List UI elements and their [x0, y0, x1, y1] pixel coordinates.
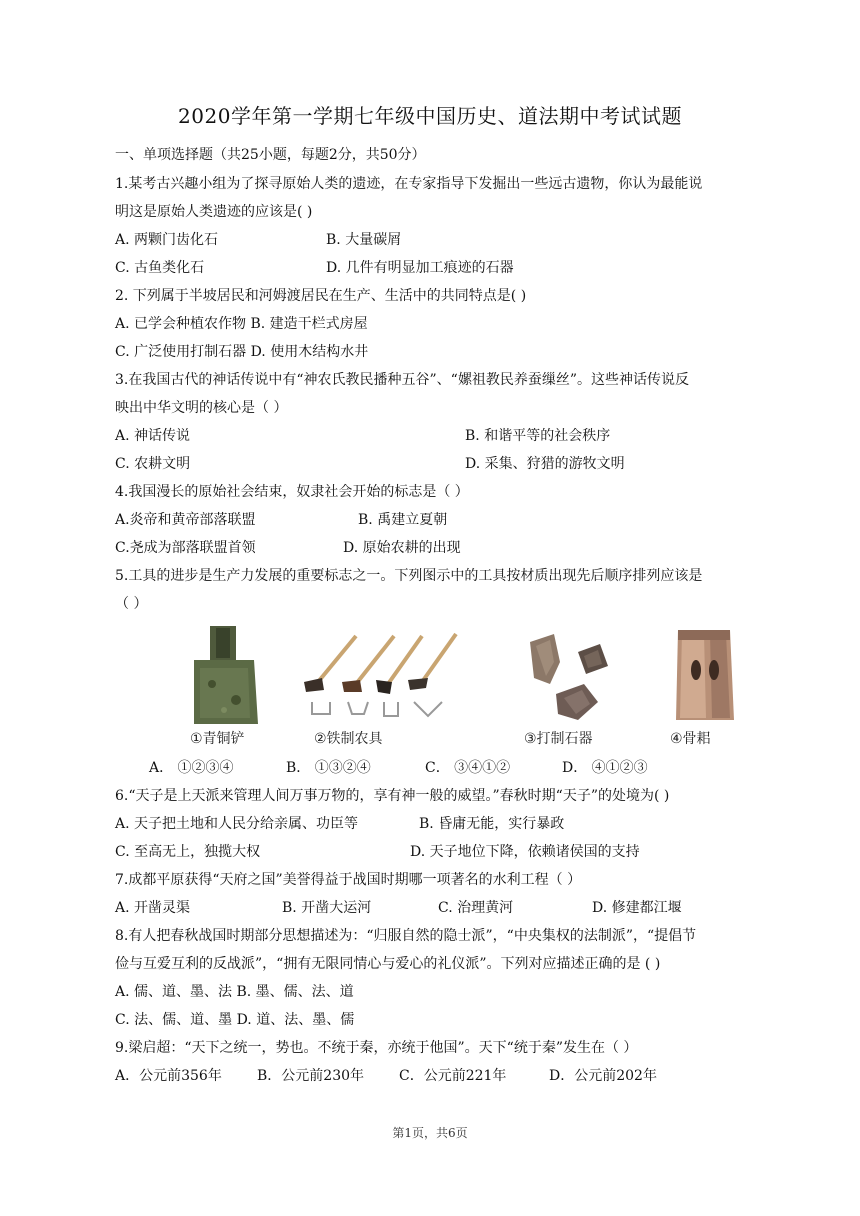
section-heading: 一、单项选择题（共25小题，每题2分，共50分）	[115, 147, 426, 163]
q9-option-b: B．公元前230年	[257, 1068, 365, 1084]
q9-option-c: C．公元前221年	[399, 1068, 507, 1084]
q7-option-b: B. 开凿大运河	[282, 900, 372, 916]
q2-options-ab: A. 已学会种植农作物 B. 建造干栏式房屋	[115, 316, 368, 332]
q4-option-b: B. 禹建立夏朝	[358, 512, 448, 528]
q8-stem-line2: 俭与互爱互利的反战派”，“拥有无限同情心与爱心的礼仪派”。下列对应描述正确的是 ( )	[115, 956, 661, 972]
q7-stem: 7.成都平原获得“天府之国”美誉得益于战国时期哪一项著名的水利工程（ ）	[115, 872, 582, 888]
q7-option-c: C. 治理黄河	[438, 900, 514, 916]
q8-options-ab: A. 儒、道、墨、法 B. 墨、儒、法、道	[115, 984, 354, 1000]
q5-stem-line2: （ ）	[115, 596, 148, 612]
q1-stem-line2: 明这是原始人类遗迹的应该是( )	[115, 204, 313, 220]
iron-tools-figure	[296, 622, 466, 726]
q7-option-d: D. 修建都江堰	[592, 900, 682, 916]
q6-stem: 6.“天子是上天派来管理人间万事万物的，享有神一般的威望。”春秋时期“天子”的处境为( )	[115, 788, 670, 804]
page-title: 2020学年第一学期七年级中国历史、道法期中考试试题	[178, 104, 682, 128]
q6-option-a: A. 天子把土地和人民分给亲属、功臣等	[115, 816, 359, 832]
q5-option-c: C． ③④①②	[425, 760, 511, 776]
q4-option-a: A.炎帝和黄帝部落联盟	[115, 512, 256, 528]
q1-option-a: A. 两颗门齿化石	[115, 232, 219, 248]
bronze-shovel-icon	[188, 622, 278, 726]
q3-option-b: B. 和谐平等的社会秩序	[465, 428, 611, 444]
tool-figures	[180, 622, 750, 750]
q6-option-c: C. 至高无上，独揽大权	[115, 844, 261, 860]
caption-bronze-shovel: ①青铜铲	[190, 731, 245, 747]
q8-options-cd: C. 法、儒、道、墨 D. 道、法、墨、儒	[115, 1012, 355, 1028]
q6-option-b: B. 昏庸无能，实行暴政	[419, 816, 565, 832]
bronze-shovel-figure	[188, 622, 278, 726]
q6-option-d: D. 天子地位下降，依赖诸侯国的支持	[410, 844, 640, 860]
caption-iron-tools: ②铁制农具	[314, 731, 383, 747]
q9-stem: 9.梁启超：“天下之统一，势也。不统于秦，亦统于他国”。天下“统于秦”发生在（ ）	[115, 1040, 638, 1056]
q1-option-d: D. 几件有明显加工痕迹的石器	[326, 260, 514, 276]
stone-tools-figure	[520, 622, 620, 726]
q1-option-b: B. 大量碳屑	[326, 232, 402, 248]
q7-option-a: A. 开凿灵渠	[115, 900, 191, 916]
q8-stem-line1: 8.有人把春秋战国时期部分思想描述为：“归服自然的隐士派”，“中央集权的法制派”，“提倡节	[115, 928, 697, 944]
q2-options-cd: C. 广泛使用打制石器 D. 使用木结构水井	[115, 344, 369, 360]
iron-tools-icon	[296, 622, 466, 726]
q4-option-d: D. 原始农耕的出现	[343, 540, 461, 556]
q3-stem-line2: 映出中华文明的核心是（ ）	[115, 400, 288, 416]
q4-stem: 4.我国漫长的原始社会结束，奴隶社会开始的标志是（ ）	[115, 484, 469, 500]
caption-bone-spade: ④骨耜	[670, 731, 711, 747]
q9-option-a: A．公元前356年	[115, 1068, 222, 1084]
q5-option-d: D． ④①②③	[562, 760, 648, 776]
stone-tools-icon	[520, 622, 620, 726]
page-footer: 第1页，共6页	[392, 1126, 468, 1140]
q3-stem-line1: 3.在我国古代的神话传说中有“神农氏教民播种五谷”、“嫘祖教民养蚕缫丝”。这些神话传说反	[115, 372, 689, 388]
q3-option-c: C. 农耕文明	[115, 456, 191, 472]
q1-option-c: C. 古鱼类化石	[115, 260, 205, 276]
q2-stem: 2. 下列属于半坡居民和河姆渡居民在生产、生活中的共同特点是( )	[115, 288, 527, 304]
q5-option-a: A． ①②③④	[149, 760, 234, 776]
bone-spade-figure	[664, 622, 746, 726]
q5-option-b: B． ①③②④	[286, 760, 371, 776]
bone-spade-icon	[664, 622, 746, 726]
q9-option-d: D．公元前202年	[549, 1068, 657, 1084]
q3-option-a: A. 神话传说	[115, 428, 191, 444]
q4-option-c: C.尧成为部落联盟首领	[115, 540, 256, 556]
q5-stem-line1: 5.工具的进步是生产力发展的重要标志之一。下列图示中的工具按材质出现先后顺序排列应该是	[115, 568, 703, 584]
caption-stone-tools: ③打制石器	[524, 731, 593, 747]
q3-option-d: D. 采集、狩猎的游牧文明	[465, 456, 625, 472]
q1-stem-line1: 1.某考古兴趣小组为了探寻原始人类的遗迹，在专家指导下发掘出一些远古遗物，你认为最能说	[115, 176, 703, 192]
